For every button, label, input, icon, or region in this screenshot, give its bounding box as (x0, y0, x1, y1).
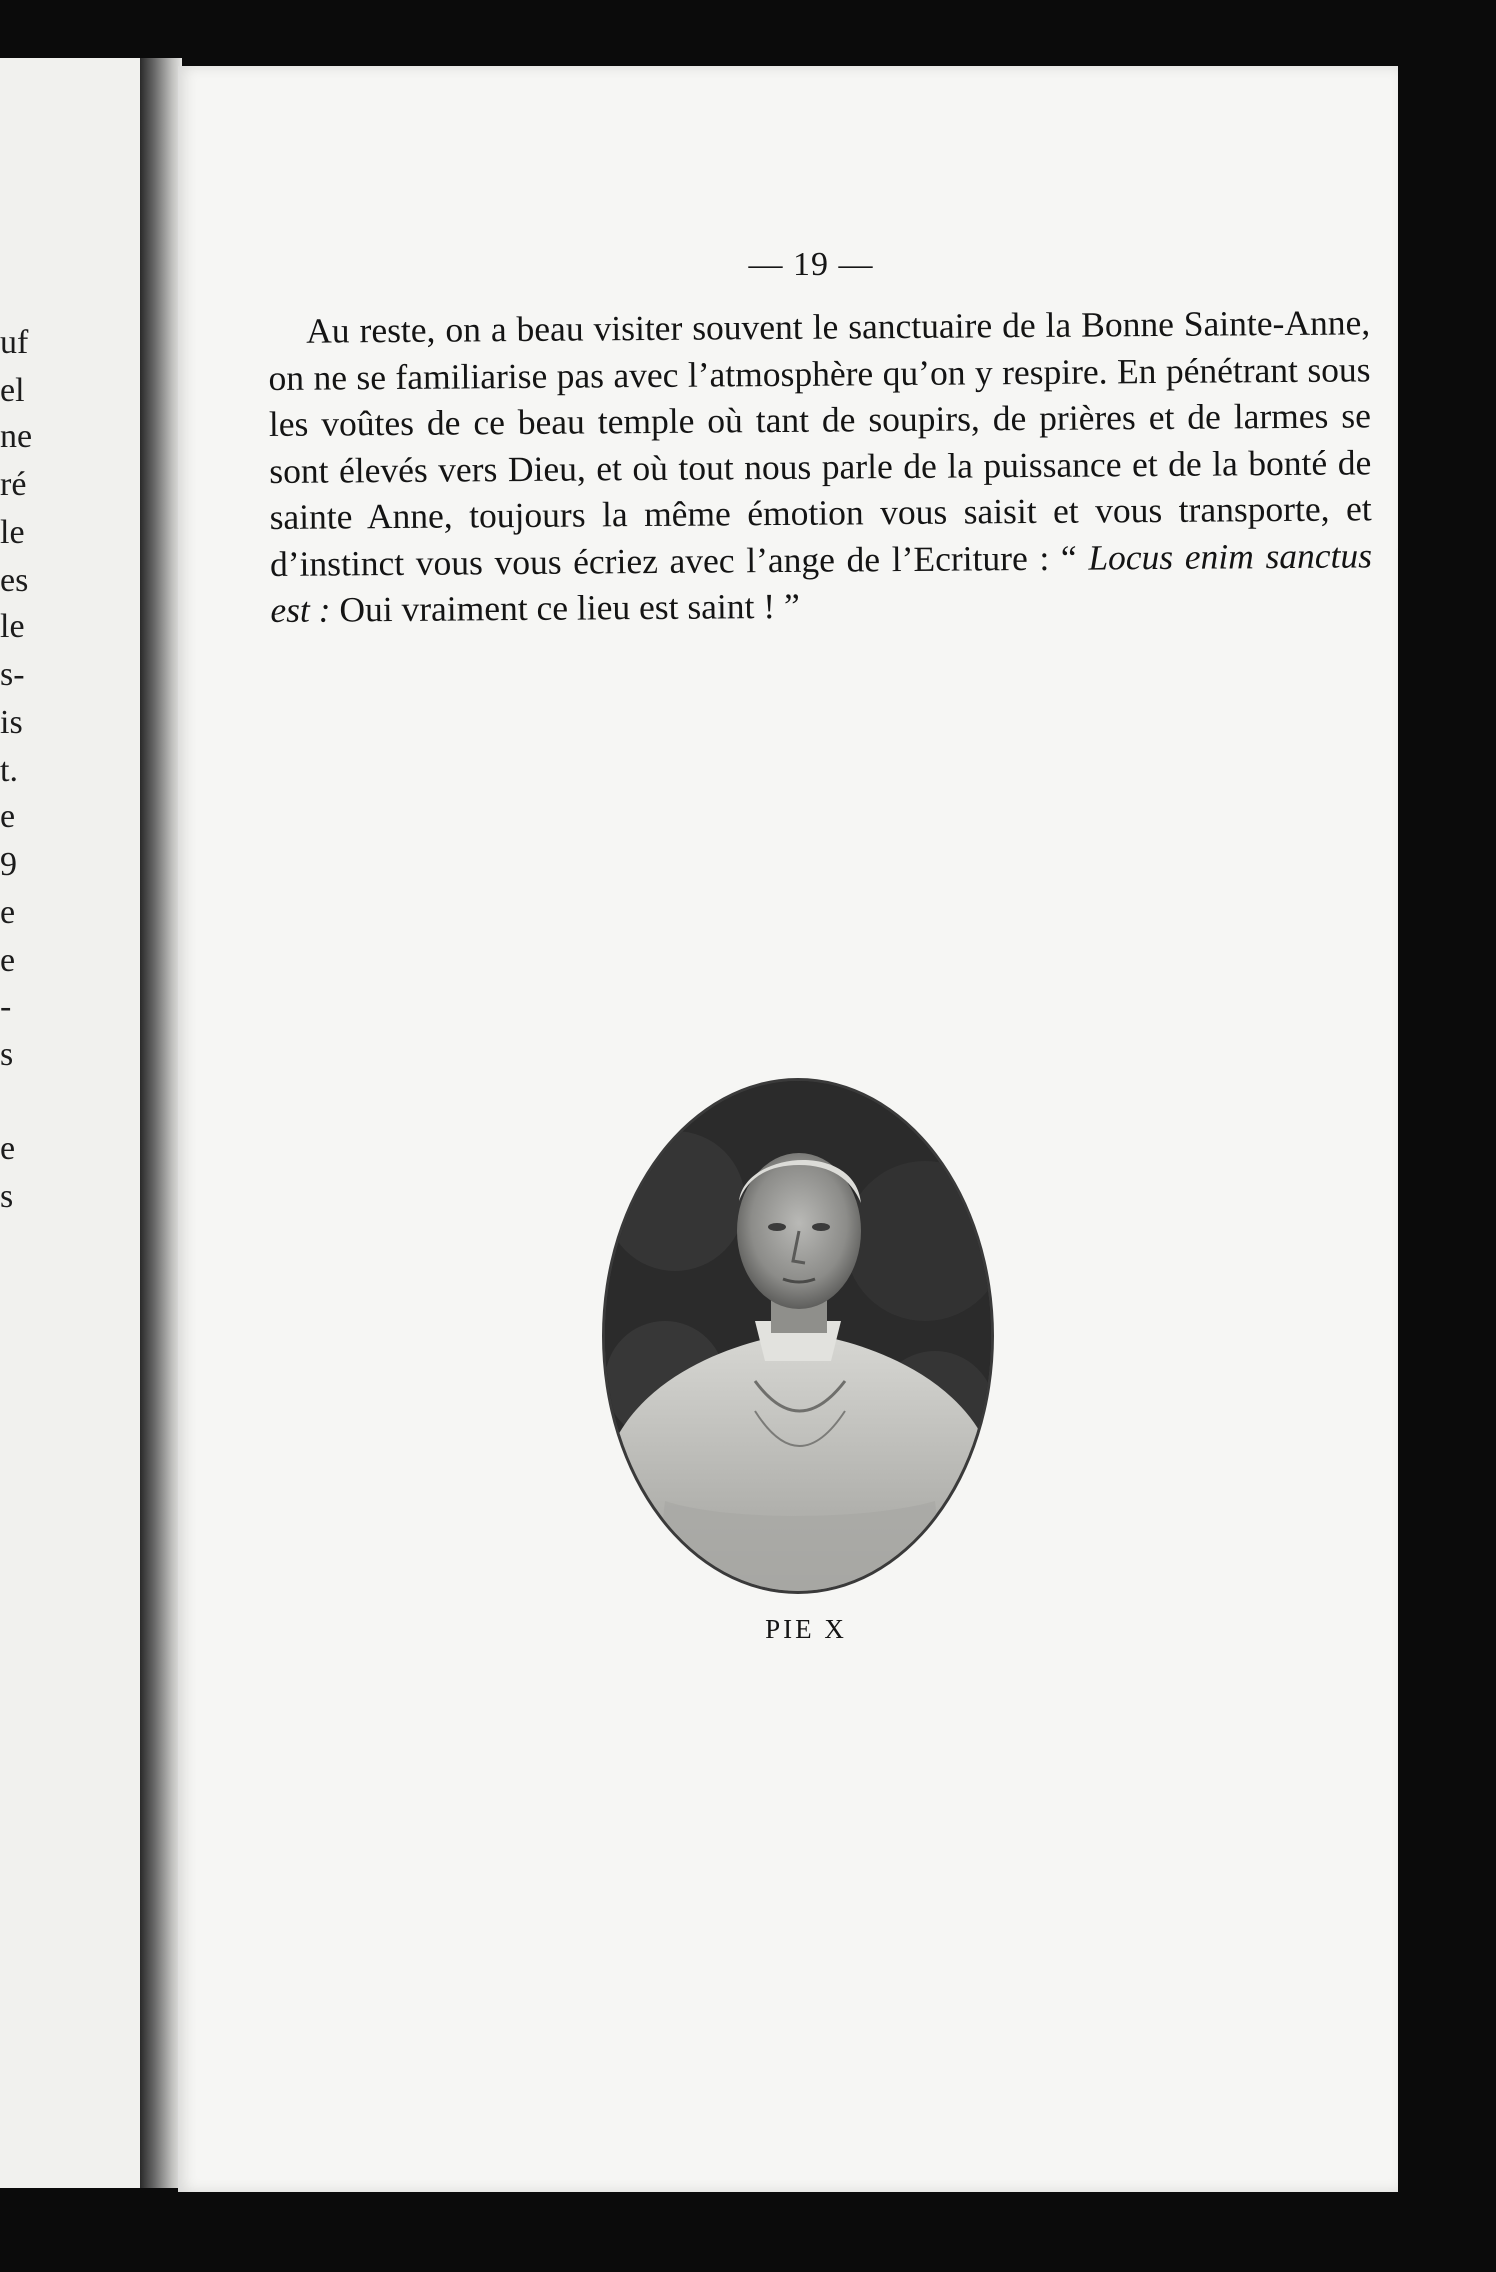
previous-page-text-fragment: s (0, 1178, 14, 1215)
body-paragraph (268, 299, 1373, 633)
previous-page-text-fragment: s (0, 1036, 14, 1073)
body-text-end: Oui vraiment ce lieu est saint ! ” (330, 585, 800, 630)
page-number: — 19 — (748, 246, 874, 283)
portrait-caption: PIE X (765, 1614, 847, 1644)
previous-page-text-fragment: es (0, 562, 29, 599)
previous-page-text-fragment: le (0, 514, 25, 551)
previous-page-text-fragment: s- (0, 656, 25, 693)
previous-page-text-fragment: e (0, 894, 16, 931)
previous-page-text-fragment: is (0, 704, 23, 741)
body-text-main: Au reste, on a beau visiter souvent le sanctuaire de la Bonne Sainte-Anne, on ne se familiarise pas avec l’atmosphère qu’on y respire. En pénétrant sous les voûtes de ce beau temple où tant de soupirs, de prières et de larmes se sont élevés vers Dieu, et où tout nous parle de la puissance et de la bonté de sainte Anne, toujours la même émotion vous saisit et vous transporte, et d’instinct vous vous écriez avec l’ange de l’Ecriture : “ (268, 302, 1372, 584)
previous-page-text-fragment: e (0, 1130, 16, 1167)
previous-page-text-fragment: uf (0, 324, 29, 361)
previous-page-text-fragment: el (0, 372, 25, 409)
previous-page-edge (0, 58, 150, 2188)
previous-page-text-fragment: e (0, 798, 16, 835)
previous-page-text-fragment: ne (0, 418, 33, 455)
previous-page-text-fragment: - (0, 988, 12, 1025)
book-gutter (140, 58, 182, 2188)
previous-page-text-fragment: e (0, 942, 16, 979)
previous-page-text-fragment: t. (0, 752, 18, 789)
previous-page-text-fragment: 9 (0, 846, 17, 883)
book-page (178, 66, 1398, 2192)
previous-page-text-fragment: ré (0, 466, 27, 503)
portrait-illustration (605, 1081, 991, 1591)
latin-quote: Locus enim sanctus est : (270, 534, 1373, 630)
portrait-oval-photo (602, 1078, 994, 1594)
previous-page-text-fragment: le (0, 608, 25, 645)
